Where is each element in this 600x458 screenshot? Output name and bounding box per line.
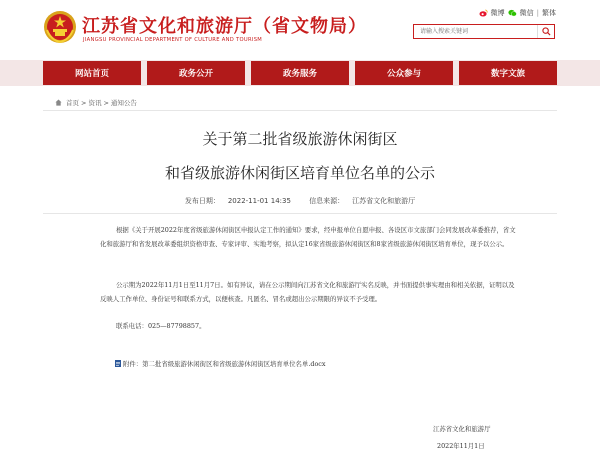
search-icon: [542, 27, 551, 36]
contact-phone: 联系电话：025—87798857。: [116, 322, 206, 330]
signature-organization: 江苏省文化和旅游厅: [433, 425, 491, 433]
breadcrumb: [55, 98, 137, 107]
article-paragraph: 根据《关于开展2022年度省级旅游休闲街区申报认定工作的通知》要求，经申报单位自愿申报、各设区市文旅部门会同发展改革委推荐，省文化和旅游厅和省发展改革委组织资格审查、专家评审、实地考察，拟认定16家省级旅游休闲街区和8家省级旅游休闲街区培育单位，现予以公示。: [100, 226, 516, 248]
search-button[interactable]: [537, 25, 554, 38]
site-title: 江苏省文化和旅游厅（省文物局）: [82, 16, 367, 37]
link-separator: |: [536, 9, 539, 17]
breadcrumb-news[interactable]: 资讯: [88, 99, 102, 107]
search-input[interactable]: [414, 25, 538, 38]
attachment-link[interactable]: [115, 359, 325, 368]
main-nav: [43, 61, 557, 85]
breadcrumb-separator: >: [81, 98, 87, 107]
breadcrumb-separator: >: [103, 98, 109, 107]
attachment-name[interactable]: 附件：第二批省级旅游休闲街区和省级旅游休闲街区培育单位名单.docx: [123, 360, 326, 368]
weibo-link[interactable]: 微博: [490, 9, 505, 17]
weibo-icon[interactable]: [479, 9, 488, 17]
article-paragraph: 公示期为2022年11月1日至11月7日。如有异议，请在公示期间向江苏省文化和旅游厅实名反映，并书面提供事实理由和相关依据，证明以及反映人工作单位、身份证号和联系方式，以便核查。凡匿名、冒名或超出公示期限的异议不予受理。: [100, 281, 515, 303]
home-icon: [55, 99, 62, 106]
meta-divider: [43, 213, 557, 214]
published-date: 2022-11-01 14:35: [227, 197, 291, 205]
breadcrumb-divider: [43, 110, 557, 111]
nav-item-home[interactable]: 网站首页: [43, 61, 141, 85]
national-emblem-icon: [43, 10, 77, 44]
wechat-link[interactable]: 微信: [519, 9, 534, 17]
nav-item-public-participation[interactable]: 公众参与: [355, 61, 453, 85]
article-meta: [0, 196, 600, 206]
traditional-chinese-link[interactable]: 繁体: [542, 9, 556, 17]
breadcrumb-home[interactable]: 首页: [66, 99, 79, 107]
wechat-icon[interactable]: [508, 9, 517, 17]
source-value: 江苏省文化和旅游厅: [352, 197, 416, 205]
site-subtitle: JIANGSU PROVINCIAL DEPARTMENT OF CULTURE AND TOURISM: [83, 37, 263, 43]
published-label: 发布日期：: [184, 197, 220, 205]
top-links: [479, 8, 556, 18]
nav-item-government-services[interactable]: 政务服务: [251, 61, 349, 85]
breadcrumb-notices[interactable]: 通知公告: [110, 99, 137, 107]
source-label: 信息来源：: [309, 197, 345, 205]
signature-date: 2022年11月1日: [437, 442, 485, 450]
document-file-icon: [115, 360, 121, 367]
search-box: [413, 24, 555, 39]
nav-item-government-affairs[interactable]: 政务公开: [147, 61, 245, 85]
nav-item-digital-tourism[interactable]: 数字文旅: [459, 61, 557, 85]
article-title-line2: 和省级旅游休闲街区培育单位名单的公示: [164, 164, 435, 182]
article-title-line1: 关于第二批省级旅游休闲街区: [202, 130, 398, 148]
site-header: [0, 0, 600, 60]
